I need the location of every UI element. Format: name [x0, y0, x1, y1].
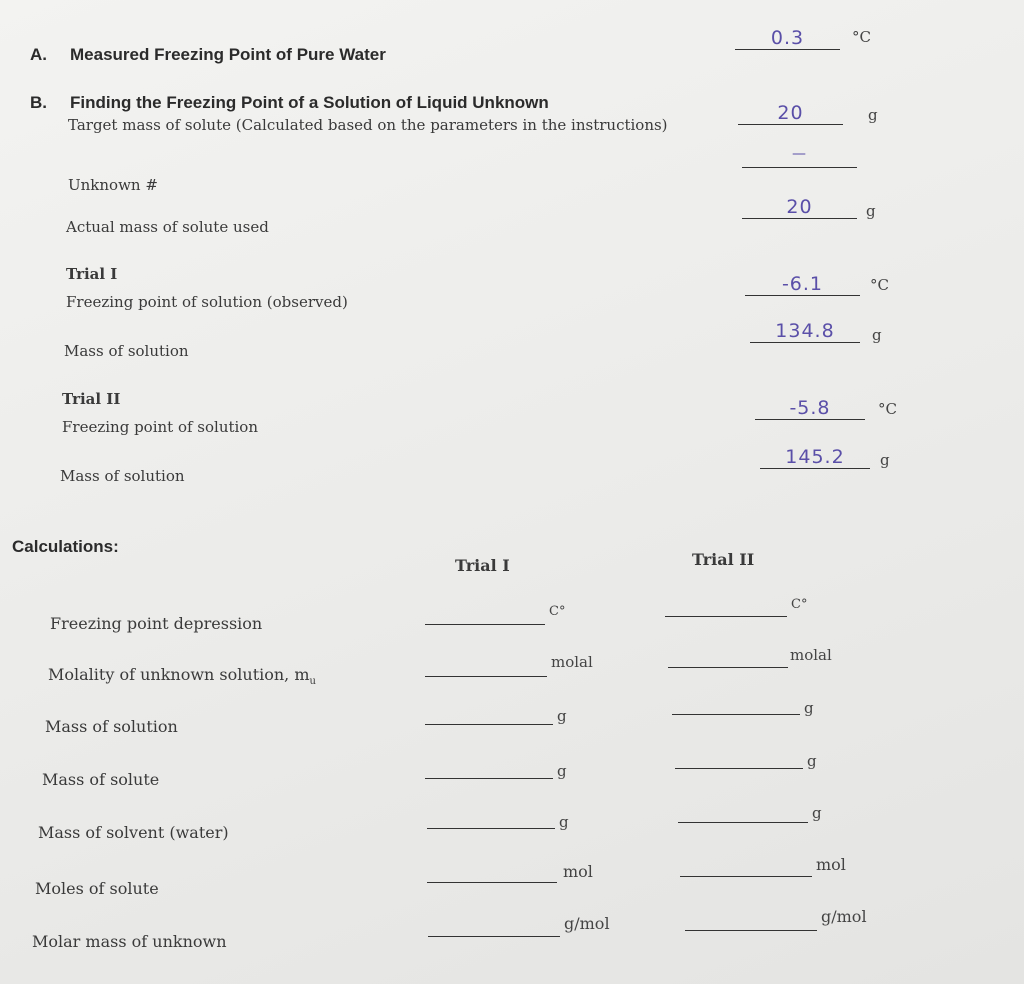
- calc-unit-trial2: g: [812, 804, 822, 822]
- pure-water-fp-field[interactable]: [735, 27, 840, 50]
- calc-unit-trial2: C°: [791, 597, 808, 612]
- trial2-mass-label: Mass of solution: [60, 467, 185, 485]
- unknown-number-value: —: [792, 146, 807, 162]
- calc-blank-trial2[interactable]: [680, 876, 812, 877]
- calc-row-label: Mass of solute: [42, 770, 160, 789]
- calc-unit-trial2: molal: [790, 646, 832, 664]
- trial2-fp-field[interactable]: [755, 397, 865, 420]
- column-trial2-header: Trial II: [692, 550, 755, 569]
- trial1-fp-label: Freezing point of solution (observed): [66, 293, 348, 311]
- section-a-title: Measured Freezing Point of Pure Water: [70, 45, 386, 64]
- calc-blank-trial1[interactable]: [427, 882, 557, 883]
- calc-row-label: [48, 665, 316, 687]
- trial1-heading: Trial I: [66, 265, 118, 283]
- column-trial1-header: Trial I: [455, 556, 510, 575]
- calc-row-label: Mass of solution: [45, 717, 178, 736]
- calc-row-label-subscript: u: [309, 676, 316, 688]
- actual-mass-field[interactable]: [742, 196, 857, 219]
- trial1-mass-unit: g: [872, 326, 882, 344]
- trial1-mass-field[interactable]: [750, 320, 860, 343]
- pure-water-fp-value: 0.3: [770, 27, 805, 49]
- unknown-number-field[interactable]: [742, 145, 857, 168]
- calc-row-label: Moles of solute: [35, 879, 159, 898]
- trial1-fp-field[interactable]: [745, 273, 860, 296]
- calc-unit-trial1: molal: [551, 653, 593, 671]
- unknown-number-label: Unknown #: [68, 176, 158, 194]
- trial1-mass-label: Mass of solution: [64, 342, 189, 360]
- calc-blank-trial1[interactable]: [425, 778, 553, 779]
- calc-blank-trial1[interactable]: [425, 676, 547, 677]
- section-b-title: Finding the Freezing Point of a Solution of Liquid Unknown: [70, 93, 549, 112]
- target-mass-unit: g: [868, 106, 878, 124]
- calc-row-label: Freezing point depression: [50, 614, 263, 633]
- calc-row-label: Mass of solvent (water): [38, 823, 229, 842]
- trial2-fp-unit: °C: [878, 400, 897, 418]
- actual-mass-label: Actual mass of solute used: [66, 218, 269, 236]
- calc-blank-trial2[interactable]: [685, 930, 817, 931]
- trial2-fp-value: -5.8: [789, 397, 831, 419]
- trial1-fp-value: -6.1: [781, 273, 824, 295]
- section-a-letter: A.: [30, 45, 47, 64]
- section-b-letter: B.: [30, 93, 47, 112]
- calc-unit-trial1: C°: [549, 604, 566, 619]
- calc-unit-trial2: g: [807, 752, 817, 770]
- actual-mass-unit: g: [866, 202, 876, 220]
- calc-blank-trial2[interactable]: [675, 768, 803, 769]
- calc-blank-trial2[interactable]: [668, 667, 788, 668]
- calc-blank-trial2[interactable]: [672, 714, 800, 715]
- trial2-fp-label: Freezing point of solution: [62, 418, 259, 436]
- calc-unit-trial1: g/mol: [564, 914, 610, 933]
- calc-unit-trial1: g: [559, 813, 569, 831]
- calc-blank-trial2[interactable]: [665, 616, 787, 617]
- calc-blank-trial2[interactable]: [678, 822, 808, 823]
- target-mass-value: 20: [777, 102, 804, 124]
- trial1-mass-value: 134.8: [775, 320, 835, 342]
- pure-water-fp-unit: °C: [852, 28, 871, 46]
- trial1-fp-unit: °C: [870, 276, 889, 294]
- calc-unit-trial2: g/mol: [821, 907, 867, 926]
- calc-unit-trial1: g: [557, 707, 567, 725]
- calc-unit-trial1: mol: [563, 862, 593, 881]
- trial2-mass-unit: g: [880, 451, 890, 469]
- calc-unit-trial1: g: [557, 762, 567, 780]
- calc-blank-trial1[interactable]: [428, 936, 560, 937]
- calc-blank-trial1[interactable]: [425, 724, 553, 725]
- actual-mass-value: 20: [786, 196, 813, 218]
- calc-unit-trial2: mol: [816, 855, 846, 874]
- trial2-mass-value: 145.2: [785, 446, 845, 468]
- target-mass-field[interactable]: [738, 102, 843, 125]
- target-mass-label: Target mass of solute (Calculated based on the parameters in the instructions): [68, 116, 668, 134]
- trial2-mass-field[interactable]: [760, 446, 870, 469]
- calc-row-label: Molar mass of unknown: [32, 932, 227, 951]
- calc-blank-trial1[interactable]: [425, 624, 545, 625]
- trial2-heading: Trial II: [62, 390, 121, 408]
- calc-row-label-text: Molality of unknown solution, m: [48, 665, 310, 684]
- calculations-heading: Calculations:: [12, 537, 119, 556]
- calc-unit-trial2: g: [804, 699, 814, 717]
- calc-blank-trial1[interactable]: [427, 828, 555, 829]
